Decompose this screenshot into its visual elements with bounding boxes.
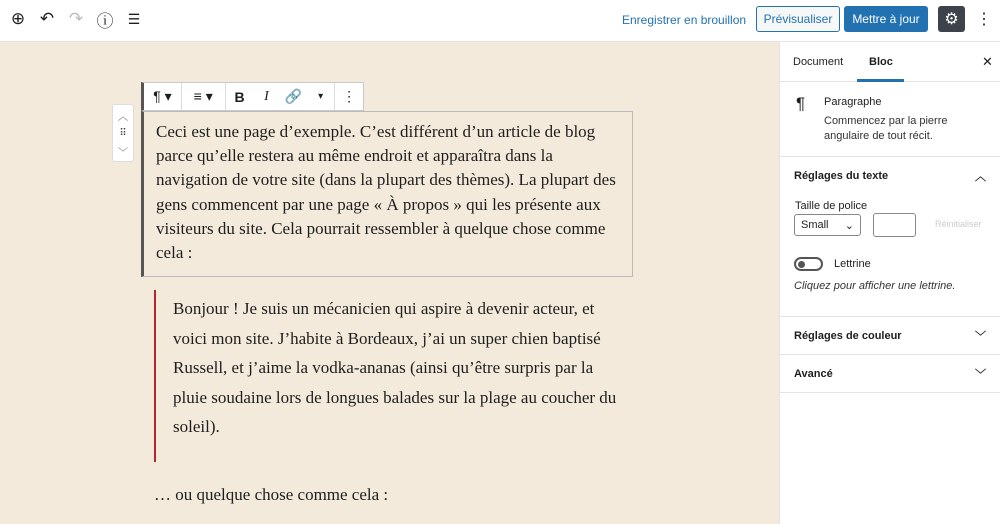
- info-icon[interactable]: ⓘ: [96, 11, 114, 31]
- text-settings-header[interactable]: Réglages du texte ︿: [794, 169, 986, 183]
- align-button[interactable]: ≡ ▾: [182, 83, 226, 110]
- undo-icon[interactable]: ↶: [39, 9, 55, 28]
- settings-sidebar: [779, 42, 1000, 524]
- link-icon[interactable]: 🔗: [284, 88, 303, 104]
- move-up-icon[interactable]: ︿: [118, 111, 128, 123]
- paragraph-type-button[interactable]: ¶ ▾: [144, 83, 182, 110]
- more-options-icon[interactable]: ⋮: [976, 11, 992, 28]
- custom-font-size-input[interactable]: [873, 213, 916, 237]
- block-mover: [112, 104, 134, 162]
- font-size-select[interactable]: Small ⌄: [794, 214, 861, 236]
- block-description: Commencez par la pierre angulaire de tout récit.: [824, 115, 948, 142]
- paragraph-icon: ¶: [796, 94, 806, 113]
- settings-gear-icon[interactable]: ⚙: [938, 6, 965, 32]
- chevron-down-icon: ⌄: [844, 220, 854, 232]
- dropcap-help: Cliquez pour afficher une lettrine.: [794, 280, 956, 292]
- chevron-down-icon: ﹀: [975, 368, 986, 381]
- chevron-up-icon: ︿: [975, 170, 986, 183]
- close-icon[interactable]: ✕: [982, 54, 993, 69]
- dropcap-toggle[interactable]: [794, 257, 823, 271]
- add-block-icon[interactable]: ⊕: [10, 9, 26, 28]
- paragraph-block[interactable]: Ceci est une page d’exemple. C’est différent d’un article de blog parce qu’elle restera au même endroit et apparaîtra dans la navigation de votre site (dans la plupart des thèmes). La plupart des gens commencent par une page « À propos » qui les présente aux visiteurs du site. Cela pourrait ressembler à quelque chose comme cela :: [141, 111, 633, 277]
- dropcap-label: Lettrine: [834, 258, 871, 270]
- preview-button[interactable]: Prévisualiser: [756, 6, 840, 32]
- more-formats-chevron-icon[interactable]: ▾: [307, 83, 335, 110]
- top-toolbar: [0, 0, 1000, 42]
- font-size-label: Taille de police: [795, 200, 868, 212]
- redo-icon[interactable]: ↷: [68, 9, 84, 28]
- update-button[interactable]: Mettre à jour: [844, 6, 928, 32]
- outline-icon[interactable]: ☰: [127, 10, 141, 27]
- italic-button[interactable]: I: [264, 88, 269, 104]
- advanced-header[interactable]: Avancé ﹀: [794, 367, 986, 381]
- quote-block[interactable]: Bonjour ! Je suis un mécanicien qui aspire à devenir acteur, et voici mon site. J’habite à Bordeaux, j’ai un super chien baptisé Russell, et j’aime la vodka-ananas (ainsi qu’être surpris par la pluie soudaine lors de longues balades sur la plage au coucher du soleil).: [154, 290, 624, 462]
- block-toolbar: [141, 82, 364, 111]
- tab-document[interactable]: Document: [793, 56, 844, 68]
- bold-button[interactable]: B: [234, 88, 245, 105]
- drag-handle-icon[interactable]: ⠿: [119, 127, 127, 139]
- chevron-down-icon: ﹀: [975, 330, 986, 343]
- save-draft-link[interactable]: Enregistrer en brouillon: [622, 13, 747, 27]
- tab-block[interactable]: Bloc: [869, 56, 893, 68]
- move-down-icon[interactable]: ﹀: [118, 147, 128, 159]
- reset-button[interactable]: Réinitialiser: [935, 219, 982, 229]
- paragraph-block-2[interactable]: … ou quelque chose comme cela :: [154, 485, 389, 504]
- block-options-icon[interactable]: ⋮: [342, 88, 357, 104]
- block-name: Paragraphe: [824, 96, 882, 108]
- color-settings-header[interactable]: Réglages de couleur ﹀: [794, 329, 986, 343]
